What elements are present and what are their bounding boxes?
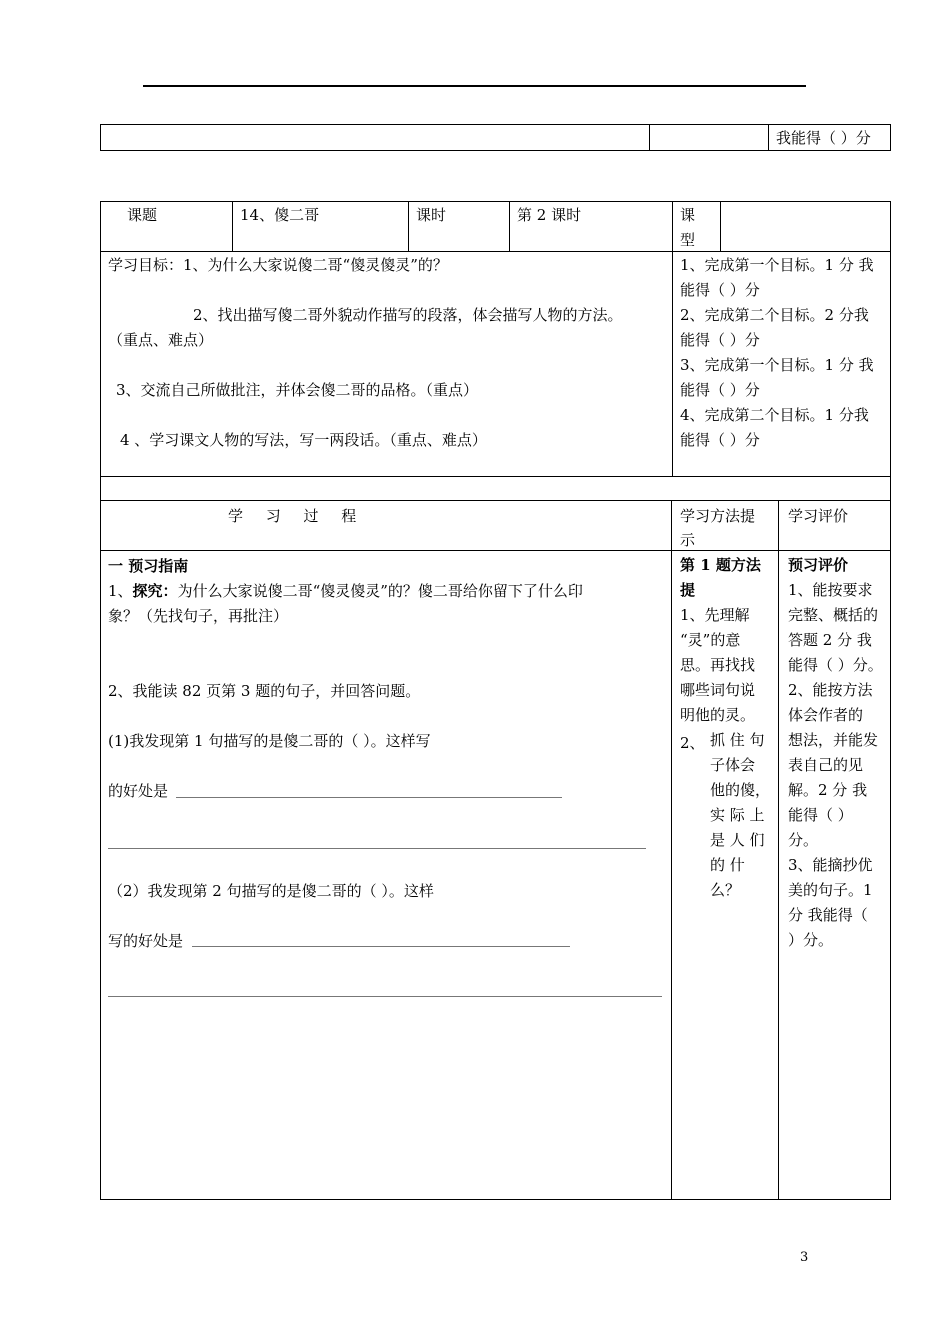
goal-score-line: 能得（ ）分 bbox=[680, 381, 760, 399]
period-value: 第 2 课时 bbox=[517, 206, 582, 224]
objective-line-3: 3、交流自己所做批注，并体会傻二哥的品格。（重点） bbox=[116, 381, 479, 399]
method-tip-line: 抓 住 句 bbox=[710, 731, 765, 749]
answer-line[interactable] bbox=[108, 996, 662, 997]
question-2: 2、我能读 82 页第 3 题的句子，并回答问题。 bbox=[108, 682, 421, 700]
type-label-line1: 课 bbox=[680, 206, 696, 224]
evaluation-line: 完整、概括的 bbox=[788, 606, 879, 624]
method-tip-line: 思。再找找 bbox=[680, 656, 756, 674]
answer-line[interactable] bbox=[192, 946, 570, 947]
method-tips bbox=[680, 553, 772, 728]
evaluation-line: 能得（ ） bbox=[788, 806, 853, 824]
method-tip-title-cont: 提 bbox=[680, 581, 696, 599]
question-1-prefix: 1、 bbox=[108, 582, 133, 600]
objective-line-2: 2、找出描写傻二哥外貌动作描写的段落，体会描写人物的方法。 bbox=[193, 306, 623, 324]
page-number: 3 bbox=[800, 1250, 809, 1265]
topic-label: 课题 bbox=[127, 206, 158, 224]
evaluation-line: 解。2 分 我 bbox=[788, 781, 868, 799]
goal-score-line: 2、完成第二个目标。2 分我 bbox=[680, 306, 869, 324]
method-tip-line: 哪些词句说 bbox=[680, 681, 756, 699]
question-2-2b: 写的好处是 bbox=[108, 932, 184, 950]
evaluation-line: ）分。 bbox=[788, 931, 834, 949]
objective-line-1: 学习目标：1、为什么大家说傻二哥“傻灵傻灵”的？ bbox=[108, 256, 448, 274]
evaluation-line: 2、能按方法 bbox=[788, 681, 873, 699]
evaluation-line: 想法，并能发 bbox=[788, 731, 879, 749]
score-bar-text: 我能得（ ）分 bbox=[776, 129, 871, 147]
evaluation-line: 3、能摘抄优 bbox=[788, 856, 873, 874]
question-2-2a: （2）我发现第 2 句描写的是傻二哥的（ ）。这样 bbox=[108, 882, 434, 900]
goal-score-line: 能得（ ）分 bbox=[680, 431, 760, 449]
evaluation-column bbox=[788, 553, 888, 953]
method-tip-line: 的 什 bbox=[710, 856, 745, 874]
method-tip-header-1: 学习方法提 bbox=[680, 507, 756, 525]
method-tip-line: 1、先理解 bbox=[680, 606, 750, 624]
evaluation-line: 美的句子。1 bbox=[788, 881, 873, 899]
question-1 bbox=[108, 581, 583, 601]
evaluation-line: 分 我能得（ bbox=[788, 906, 868, 924]
goal-score-line: 1、完成第一个目标。1 分 我 bbox=[680, 256, 874, 274]
method-tip-title: 第 1 题方法 bbox=[680, 556, 761, 574]
question-1-cont: 象？（先找句子，再批注） bbox=[108, 607, 289, 625]
evaluation-line: 能得（ ）分。 bbox=[788, 656, 883, 674]
method-tip-line: 他的傻， bbox=[710, 781, 771, 799]
header-rule bbox=[143, 85, 806, 87]
objective-line-4: 4 、学习课文人物的写法，写一两段话。（重点、难点） bbox=[120, 431, 487, 449]
evaluation-title: 预习评价 bbox=[788, 556, 849, 574]
question-1-bold: 探究： bbox=[132, 582, 178, 600]
topic-value: 14、傻二哥 bbox=[240, 206, 320, 224]
question-1-text: 为什么大家说傻二哥“傻灵傻灵”的？傻二哥给你留下了什么印 bbox=[177, 582, 583, 600]
method-tip-2 bbox=[710, 728, 772, 903]
method-tip-2-prefix: 2、 bbox=[680, 734, 705, 752]
question-2-1a: (1)我发现第 1 句描写的是傻二哥的（ ）。这样写 bbox=[108, 732, 431, 750]
goal-score-line: 能得（ ）分 bbox=[680, 281, 760, 299]
method-tip-line: 么？ bbox=[710, 881, 741, 899]
period-label: 课时 bbox=[416, 206, 447, 224]
process-header-text: 学 习 过 程 bbox=[228, 507, 357, 525]
method-tip-line: “灵”的意 bbox=[680, 631, 741, 649]
objective-line-2b: （重点、难点） bbox=[108, 331, 214, 349]
goal-score-line: 3、完成第一个目标。1 分 我 bbox=[680, 356, 874, 374]
method-tip-line: 是 人 们 bbox=[710, 831, 765, 849]
method-tip-line: 实 际 上 bbox=[710, 806, 765, 824]
goal-score-line: 4、完成第二个目标。1 分我 bbox=[680, 406, 869, 424]
process-header bbox=[228, 506, 356, 526]
method-tip-line: 子体会 bbox=[710, 756, 756, 774]
evaluation-header: 学习评价 bbox=[788, 507, 849, 525]
evaluation-line: 表自己的见 bbox=[788, 756, 864, 774]
answer-line[interactable] bbox=[176, 797, 562, 798]
preview-title: 一 预习指南 bbox=[108, 557, 189, 575]
type-label-line2: 型 bbox=[680, 231, 696, 249]
goal-score-line: 能得（ ）分 bbox=[680, 331, 760, 349]
evaluation-line: 1、能按要求 bbox=[788, 581, 873, 599]
method-tip-header-2: 示 bbox=[680, 531, 696, 549]
question-2-1b: 的好处是 bbox=[108, 782, 169, 800]
answer-line[interactable] bbox=[108, 848, 646, 849]
evaluation-line: 答题 2 分 我 bbox=[788, 631, 872, 649]
evaluation-line: 分。 bbox=[788, 831, 819, 849]
evaluation-line: 体会作者的 bbox=[788, 706, 864, 724]
method-tip-line: 明他的灵。 bbox=[680, 706, 756, 724]
goal-scores bbox=[680, 253, 885, 453]
